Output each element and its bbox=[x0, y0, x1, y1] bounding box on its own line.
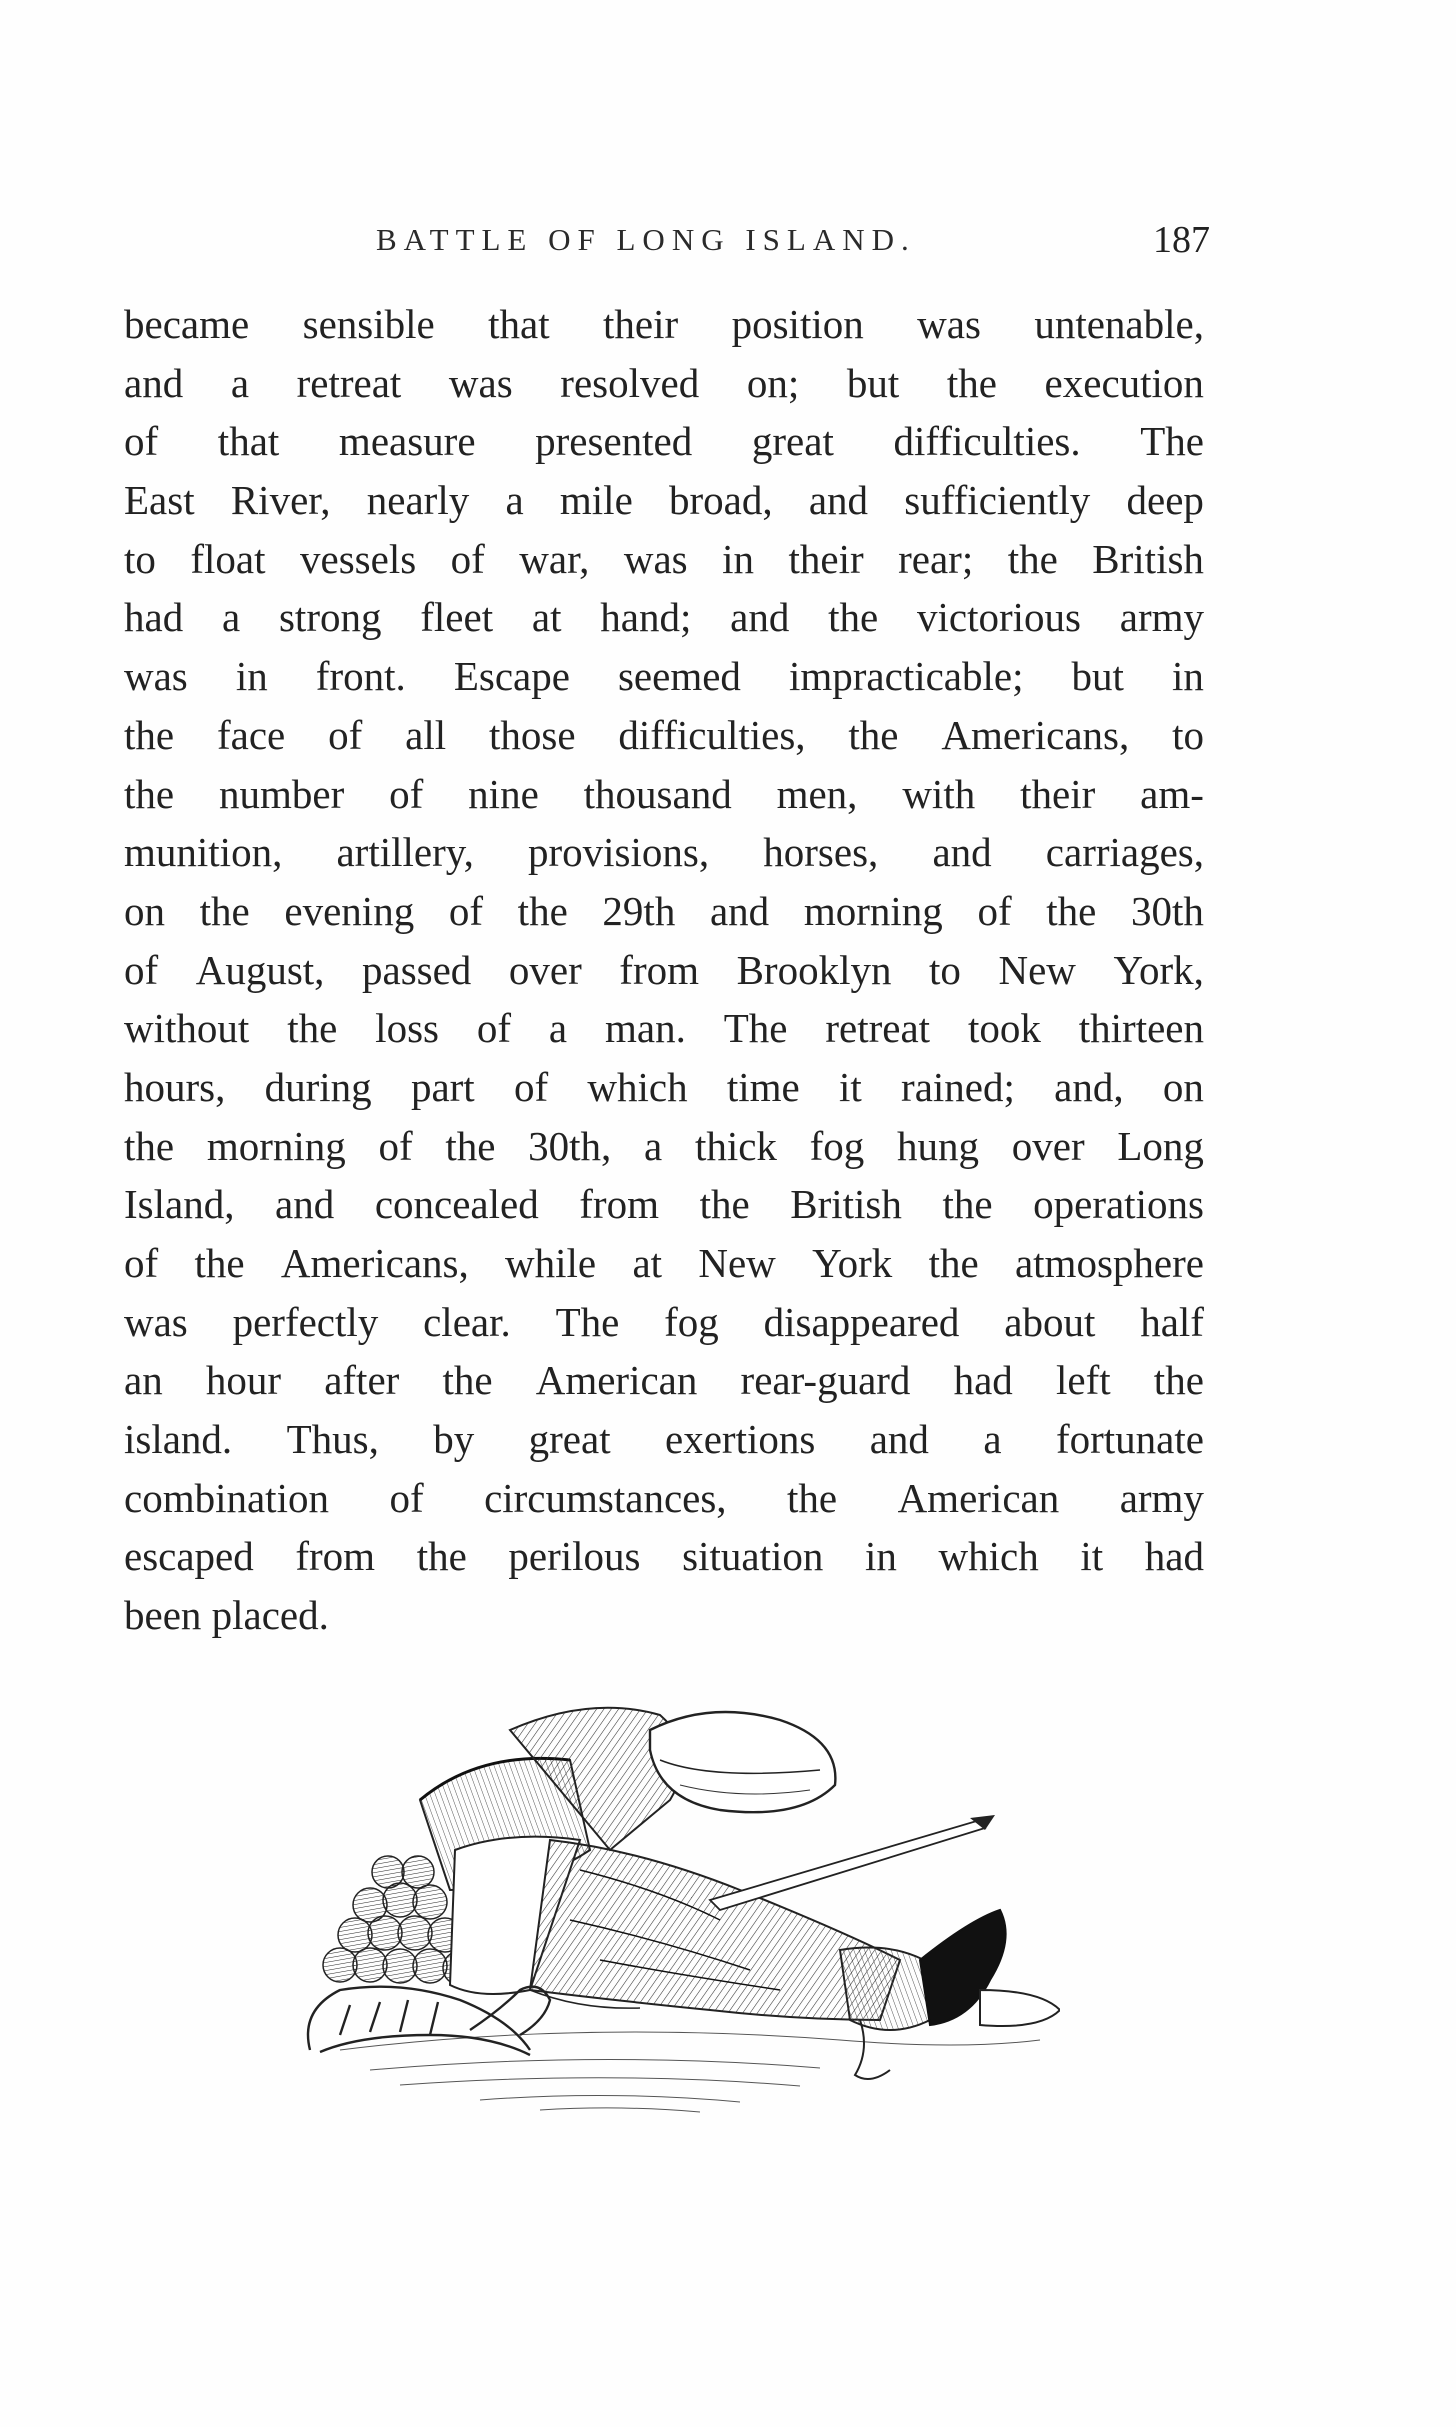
text-line: of that measure presented great difficulties. The bbox=[124, 418, 1204, 465]
text-line: was in front. Escape seemed impracticable; but in bbox=[124, 653, 1204, 700]
text-line: escaped from the perilous situation in which it had bbox=[124, 1533, 1204, 1580]
body-text bbox=[124, 295, 1204, 1645]
text-line: became sensible that their position was untenable, bbox=[124, 301, 1204, 347]
running-header bbox=[124, 218, 1214, 266]
text-line: Island, and concealed from the British the operations bbox=[124, 1181, 1204, 1228]
running-title: BATTLE OF LONG ISLAND. bbox=[376, 222, 916, 257]
text-line: the face of all those difficulties, the Americans, to bbox=[124, 711, 1204, 758]
sword-blade bbox=[710, 1820, 985, 1910]
hat bbox=[650, 1712, 835, 1812]
text-line: island. Thus, by great exertions and a fortunate bbox=[124, 1416, 1204, 1463]
text-line: an hour after the American rear-guard had left the bbox=[124, 1357, 1204, 1404]
text-line: the number of nine thousand men, with their am- bbox=[124, 770, 1204, 817]
engraving-fallen-soldier-icon bbox=[280, 1690, 1060, 2130]
text-line: of the Americans, while at New York the atmosphere bbox=[124, 1240, 1204, 1286]
text-line: on the evening of the 29th and morning of the 30th bbox=[124, 887, 1204, 934]
text-line: East River, nearly a mile broad, and sufficiently deep bbox=[124, 477, 1204, 524]
text-line: and a retreat was resolved on; but the execution bbox=[124, 359, 1204, 406]
text-line: the morning of the 30th, a thick fog hung over Long bbox=[124, 1122, 1204, 1169]
text-line: hours, during part of which time it rained; and, on bbox=[124, 1063, 1204, 1110]
ground-shading bbox=[340, 2032, 1040, 2112]
text-line: without the loss of a man. The retreat took thirteen bbox=[124, 1005, 1204, 1052]
text-line: combination of circumstances, the American army bbox=[124, 1474, 1204, 1521]
text-line: to float vessels of war, was in their rear; the British bbox=[124, 535, 1204, 582]
text-line: was perfectly clear. The fog disappeared about half bbox=[124, 1298, 1204, 1345]
text-line: had a strong fleet at hand; and the victorious army bbox=[124, 594, 1204, 641]
text-line: of August, passed over from Brooklyn to New York, bbox=[124, 946, 1204, 993]
text-line: munition, artillery, provisions, horses, and carriages, bbox=[124, 829, 1204, 876]
page-number: 187 bbox=[1153, 219, 1210, 261]
sword-scabbard bbox=[308, 1987, 550, 2055]
text-line: been placed. bbox=[124, 1592, 329, 1639]
